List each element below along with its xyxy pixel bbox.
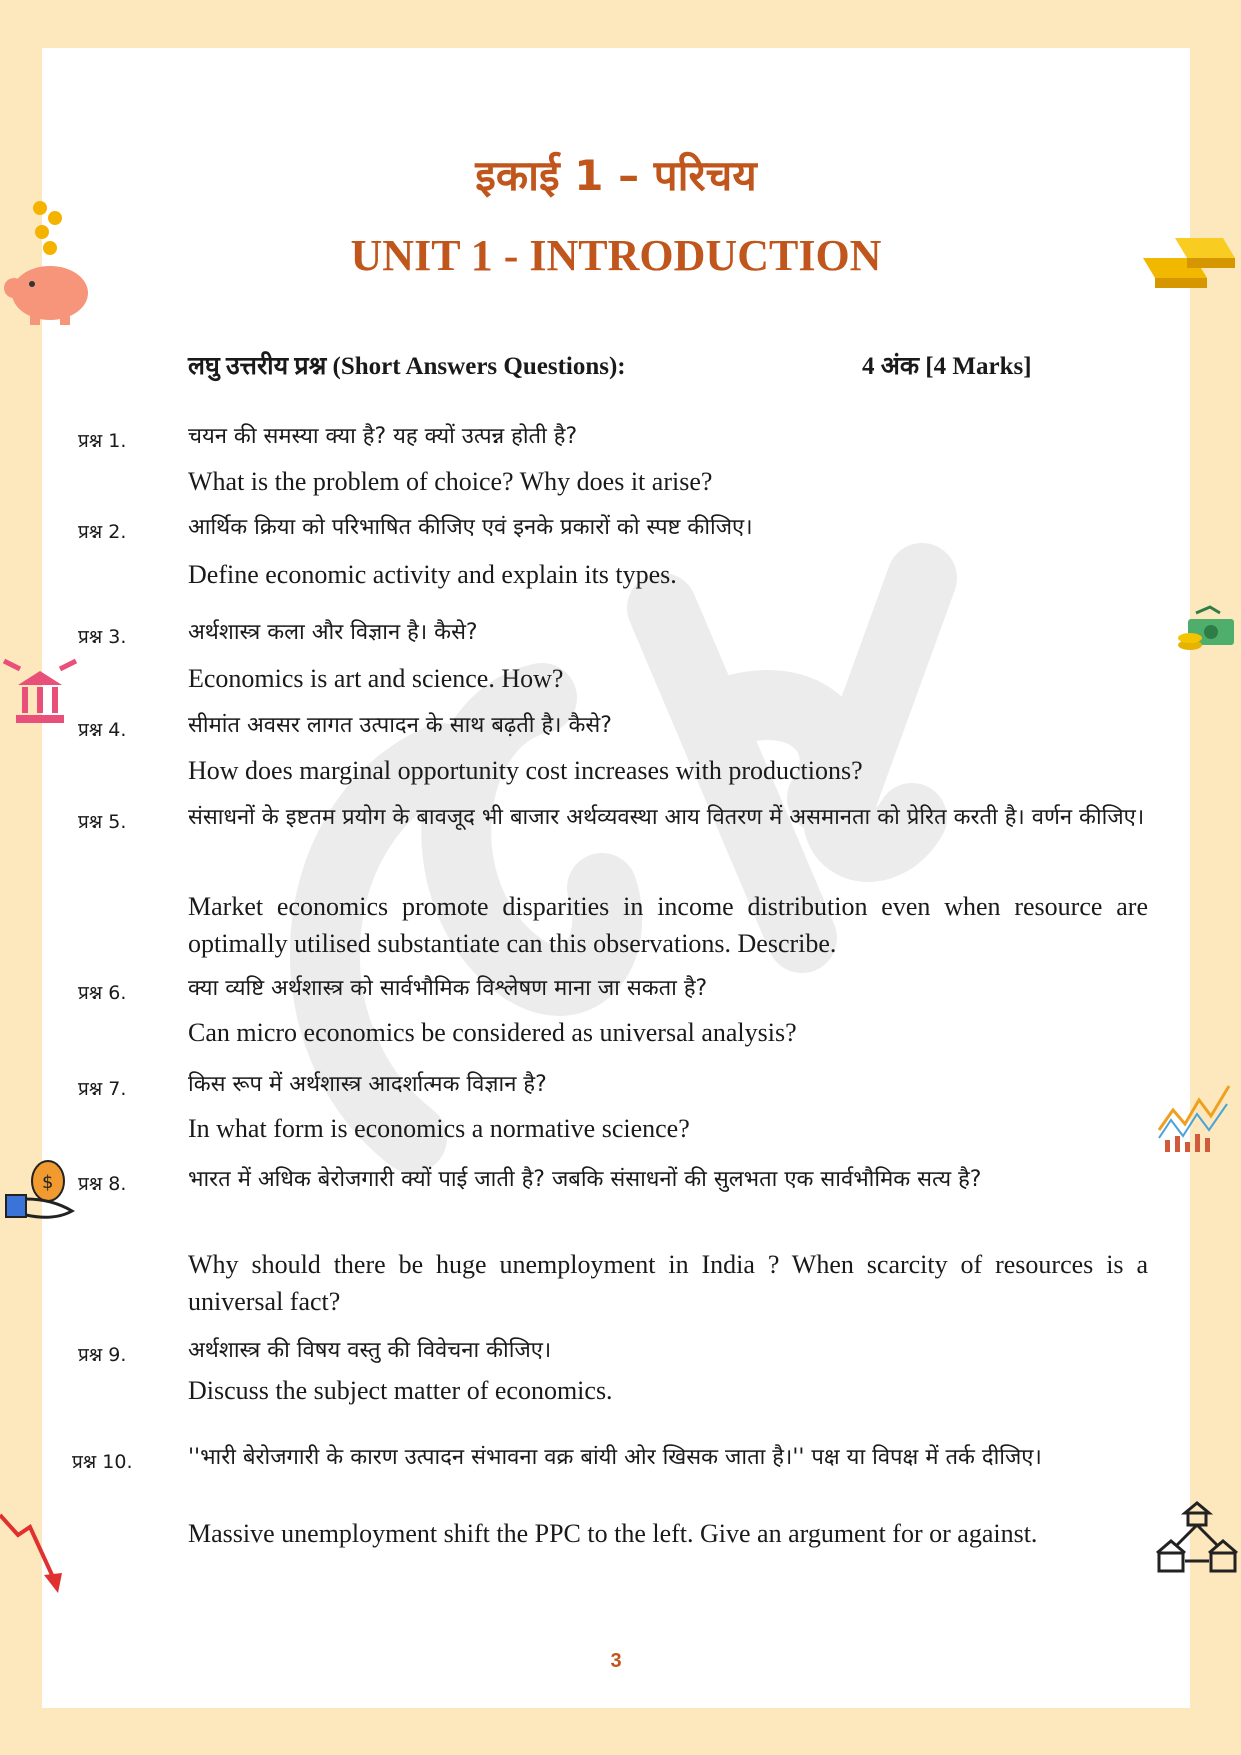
- question-number: प्रश्न 2.: [78, 521, 127, 543]
- question-number: प्रश्न 1.: [78, 430, 127, 452]
- question-hindi: अर्थशास्त्र कला और विज्ञान है। कैसे?: [188, 620, 478, 645]
- question-number: प्रश्न 8.: [78, 1173, 127, 1195]
- money-bag-hand-icon: [4, 1155, 76, 1223]
- question-number: प्रश्न 9.: [78, 1344, 127, 1366]
- question-number: प्रश्न 4.: [78, 719, 127, 741]
- question-english: Economics is art and science. How?: [188, 664, 564, 693]
- question-number: प्रश्न 10.: [72, 1451, 133, 1473]
- question-english: Define economic activity and explain its types.: [188, 560, 677, 589]
- unit-title-english: UNIT 1 - INTRODUCTION: [350, 231, 882, 280]
- document-page: [42, 48, 1190, 1708]
- unit-title-hindi: इकाई 1 – परिचय: [475, 151, 757, 200]
- question-english: What is the problem of choice? Why does it arise?: [188, 467, 713, 496]
- question-number: प्रश्न 7.: [78, 1078, 127, 1100]
- houses-icon: [1155, 1495, 1239, 1575]
- question-hindi: अर्थशास्त्र की विषय वस्तु की विवेचना कीजिए।: [188, 1338, 552, 1363]
- question-english: Discuss the subject matter of economics.: [188, 1376, 613, 1405]
- section-heading: लघु उत्तरीय प्रश्न (Short Answers Questions):: [188, 353, 626, 380]
- question-number: प्रश्न 5.: [78, 811, 127, 833]
- question-hindi: ''भारी बेरोजगारी के कारण उत्पादन संभावना वक्र बांयी ओर खिसक जाता है।'' पक्ष या विपक्ष में तर्क दीजिए।: [188, 1445, 1042, 1470]
- question-english: Why should there be huge unemployment in India ? When scarcity of resources is a universal fact?: [188, 1250, 1148, 1316]
- question-english: In what form is economics a normative science?: [188, 1114, 690, 1143]
- falling-arrow-icon: [0, 1505, 75, 1595]
- question-english: How does marginal opportunity cost increases with productions?: [188, 756, 863, 785]
- question-hindi: चयन की समस्या क्या है? यह क्यों उत्पन्न होती है?: [188, 424, 578, 449]
- gold-bars-icon: [1135, 228, 1241, 298]
- marks-label: 4 अंक [4 Marks]: [862, 353, 1032, 380]
- question-hindi: संसाधनों के इष्टतम प्रयोग के बावजूद भी बाजार अर्थव्यवस्था आय वितरण में असमानता को प्रेरित करती है। वर्णन कीजिए।: [188, 805, 1145, 830]
- question-english: Massive unemployment shift the PPC to the left. Give an argument for or against.: [188, 1519, 1038, 1548]
- piggy-bank-icon: [0, 198, 100, 328]
- question-number: प्रश्न 6.: [78, 982, 127, 1004]
- question-hindi: क्या व्यष्टि अर्थशास्त्र को सार्वभौमिक विश्लेषण माना जा सकता है?: [188, 976, 708, 1001]
- page-number: 3: [610, 1650, 622, 1672]
- svg-text:$: $: [42, 1172, 54, 1193]
- question-english: Can micro economics be considered as universal analysis?: [188, 1018, 797, 1047]
- question-english: Market economics promote disparities in income distribution even when resource are optimally utilised substantiate can this observations. Describe.: [188, 892, 1148, 958]
- question-number: प्रश्न 3.: [78, 626, 127, 648]
- money-stack-icon: [1176, 605, 1238, 655]
- question-hindi: सीमांत अवसर लागत उत्पादन के साथ बढ़ती है। कैसे?: [188, 713, 612, 738]
- question-hindi: आर्थिक क्रिया को परिभाषित कीजिए एवं इनके प्रकारों को स्पष्ट कीजिए।: [188, 515, 753, 540]
- question-hindi: भारत में अधिक बेरोजगारी क्यों पाई जाती है? जबकि संसाधनों की सुलभता एक सार्वभौमिक सत्य है?: [188, 1167, 982, 1192]
- bank-building-icon: [0, 655, 80, 730]
- question-hindi: किस रूप में अर्थशास्त्र आदर्शात्मक विज्ञान है?: [188, 1072, 547, 1097]
- growth-chart-icon: [1155, 1080, 1235, 1156]
